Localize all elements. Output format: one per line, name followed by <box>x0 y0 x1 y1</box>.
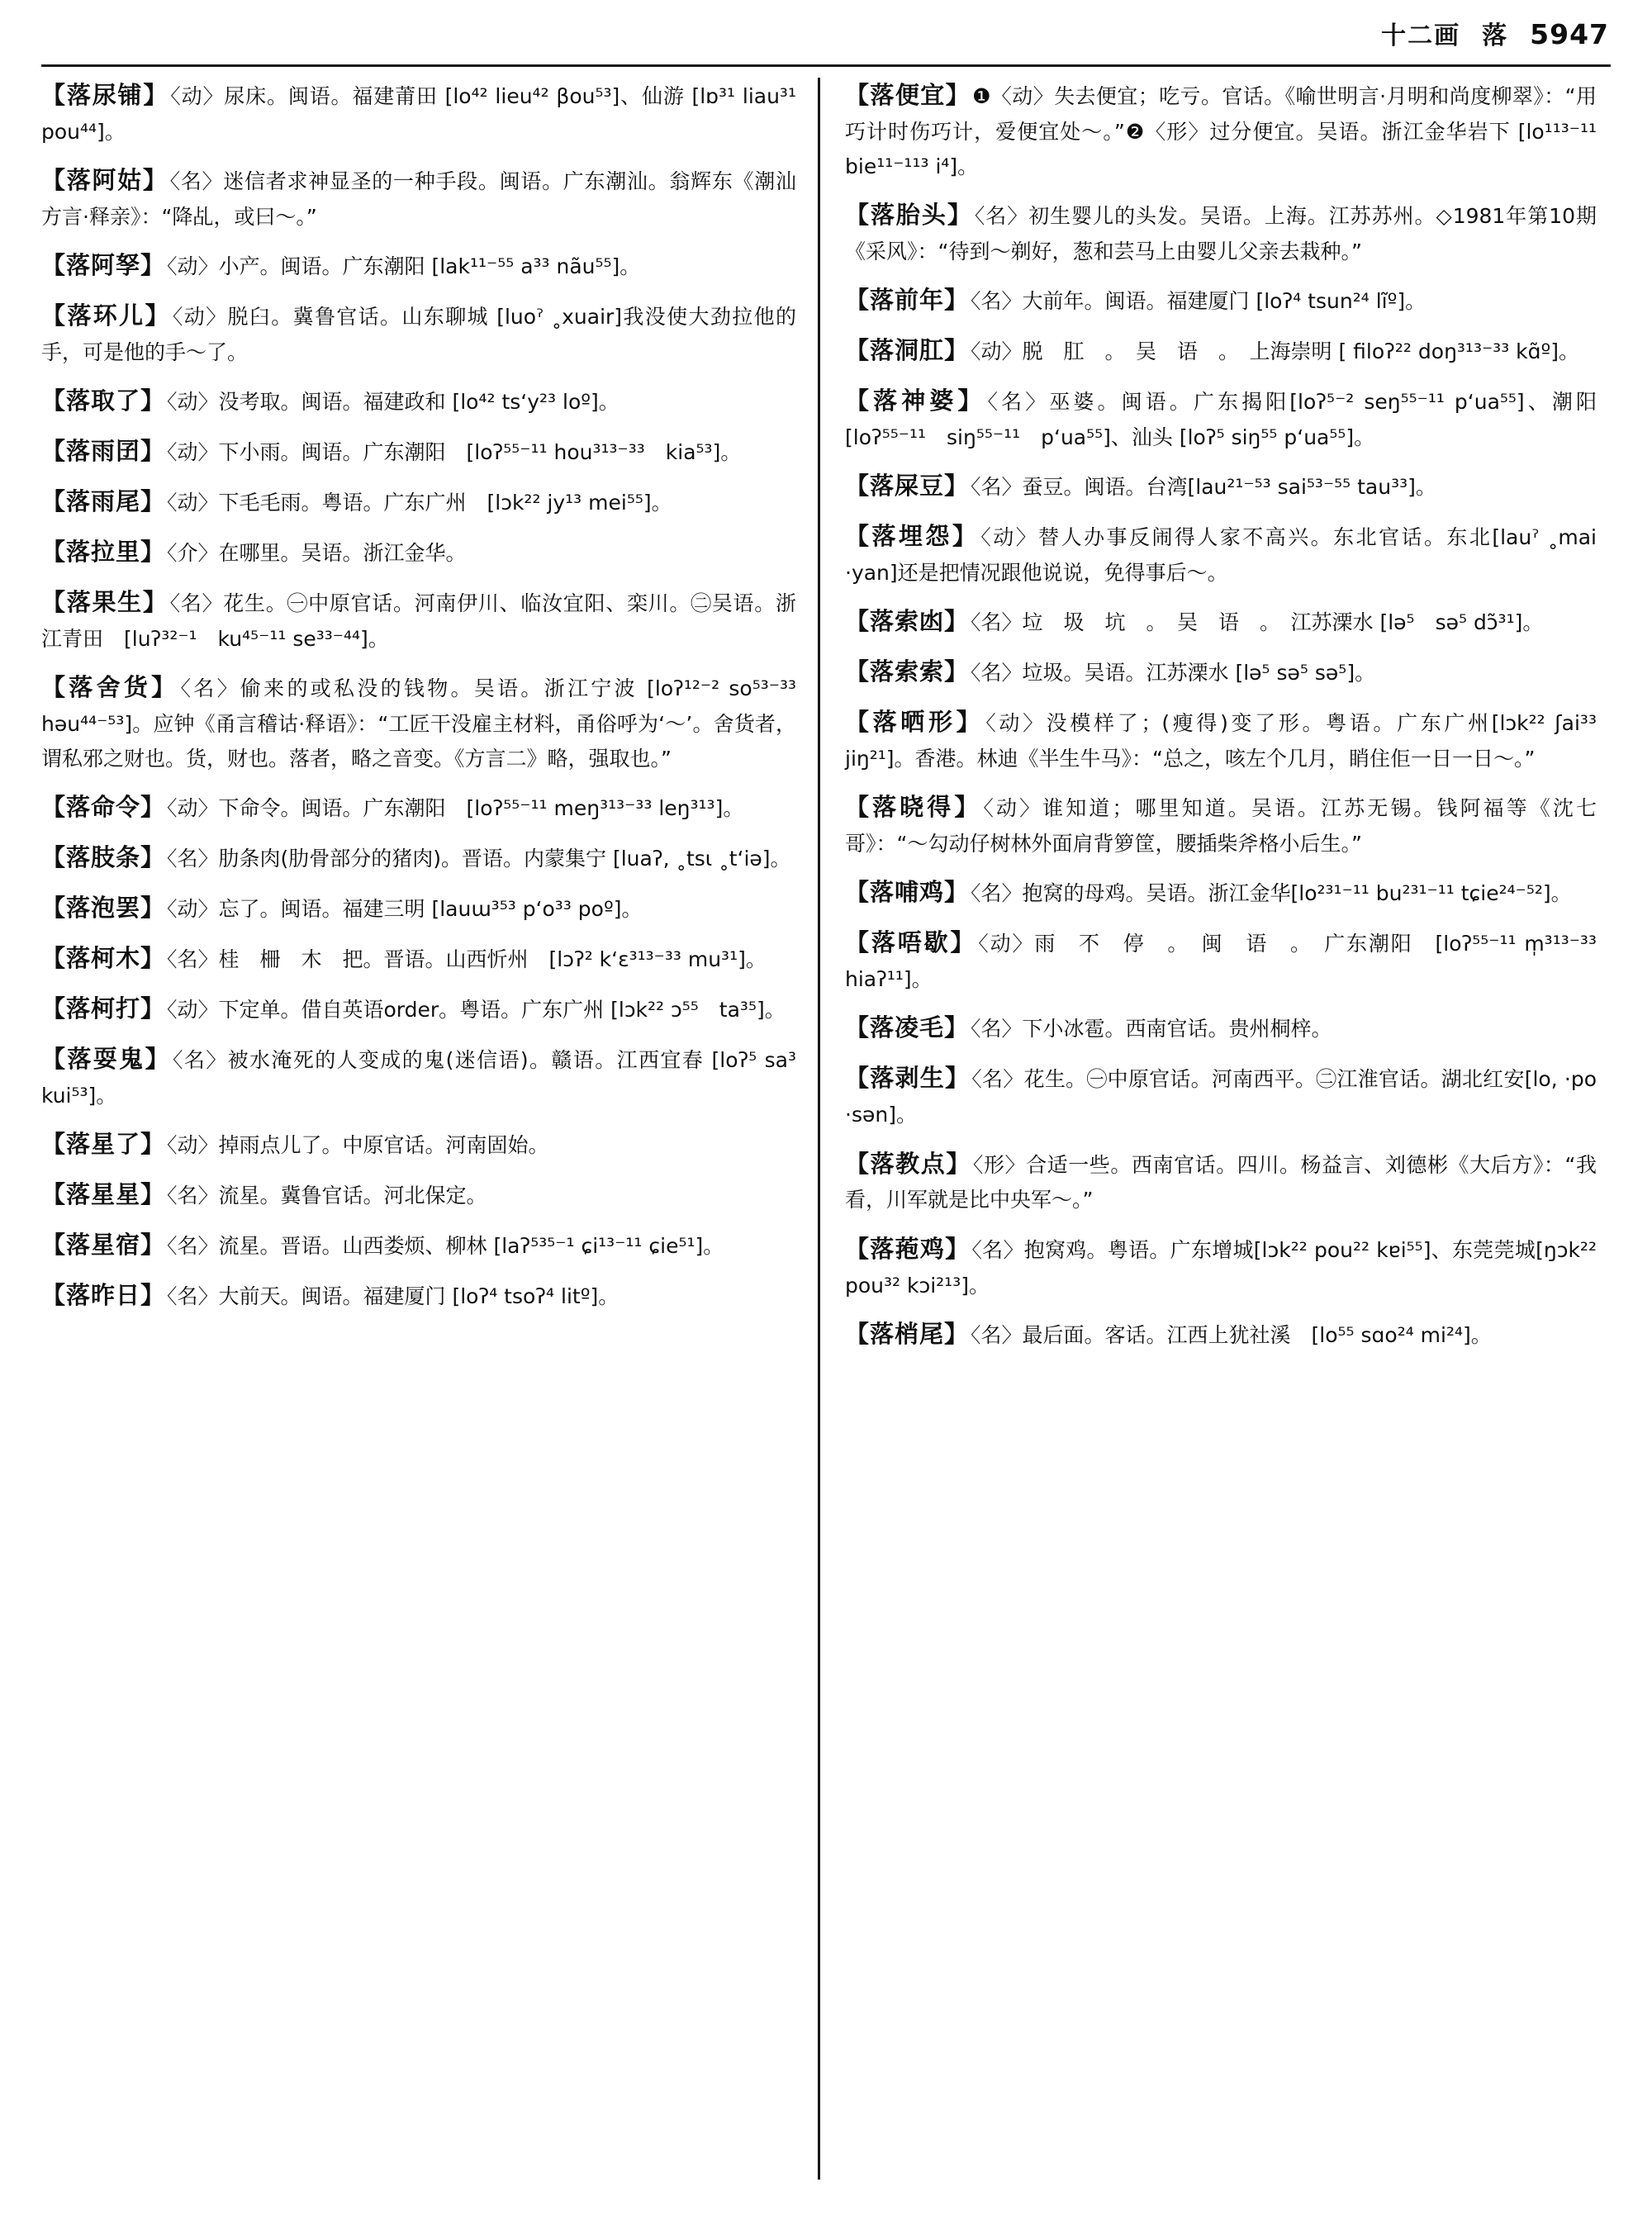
entry-headword: 【落唔歇】 <box>845 928 977 957</box>
dictionary-entry <box>845 331 1597 370</box>
header-stroke-count: 十二画 <box>1381 21 1461 50</box>
entry-headword: 【落柯打】 <box>41 994 166 1023</box>
entry-definition: 〈动〉小产。闽语。广东潮阳 [lak¹¹⁻⁵⁵ a³³ nãu⁵⁵]。 <box>167 254 641 279</box>
entry-definition: 〈名〉被水淹死的人变成的鬼(迷信语)。赣语。江西宜春 [loʔ⁵ sa³ kui⁵³]。 <box>41 1048 818 1108</box>
header-character: 落 <box>1482 21 1509 50</box>
entry-headword: 【落晒形】 <box>845 708 985 737</box>
entry-headword: 【落雨尾】 <box>41 487 166 516</box>
entry-definition: 〈名〉最后面。客话。江西上犹社溪 [lo⁵⁵ sɑo²⁴ mi²⁴]。 <box>971 1322 1492 1347</box>
page-number: 5947 <box>1530 18 1609 50</box>
entry-headword: 【落雨囝】 <box>41 437 166 466</box>
dictionary-entry <box>845 788 1597 861</box>
dictionary-entry <box>845 652 1597 691</box>
entry-headword: 【落星星】 <box>41 1180 166 1209</box>
dictionary-entry <box>845 1059 1597 1132</box>
entry-definition: 〈动〉雨 不 停 。 闽 语 。 广东潮阳 [loʔ⁵⁵⁻¹¹ m̩³¹³⁻³³ hiaʔ¹¹]。 <box>845 932 1597 992</box>
entry-definition: 〈动〉没模样了；(瘦得)变了形。粤语。广东广州[lɔk²² ʃai³³ jiŋ²¹]。香港。林迪《半生牛马》：“总之，咳左个几月，睄住佢一日一日～。” <box>845 711 1617 771</box>
dictionary-entry <box>41 161 796 235</box>
entry-headword: 【落索索】 <box>845 657 970 686</box>
entry-definition: 〈动〉下毛毛雨。粤语。广东广州 [lɔk²² jy¹³ mei⁵⁵]。 <box>167 491 672 515</box>
dictionary-entry <box>41 989 796 1028</box>
entry-definition: 〈名〉巫婆。闽语。广东揭阳[loʔ⁵⁻² seŋ⁵⁵⁻¹¹ pʻua⁵⁵]、潮阳 [loʔ⁵⁵⁻¹¹ siŋ⁵⁵⁻¹¹ pʻua⁵⁵]、汕头 [loʔ⁵ siŋ⁵⁵ pʻua⁵⁵]。 <box>845 390 1617 450</box>
entry-headword: 【落前年】 <box>845 286 970 315</box>
entry-definition: 〈名〉流星。冀鲁官话。河北保定。 <box>167 1184 487 1208</box>
entry-headword: 【落教点】 <box>845 1149 971 1178</box>
dictionary-entry <box>41 1226 796 1264</box>
entry-definition: 〈名〉花生。㊀中原官话。河南伊川、临汝宜阳、栾川。㊁吴语。浙江青田 [luʔ³²⁻¹ ku⁴⁵⁻¹¹ se³³⁻⁴⁴]。 <box>41 591 796 652</box>
entry-headword: 【落梢尾】 <box>845 1319 970 1348</box>
entry-definition: 〈名〉抱窝的母鸡。吴语。浙江金华[lo²³¹⁻¹¹ bu²³¹⁻¹¹ tɕie²⁴⁻⁵²]。 <box>971 881 1572 906</box>
entry-headword: 【落柯木】 <box>41 944 166 973</box>
entry-definition: 〈动〉脱臼。冀鲁官话。山东聊城 [luoˀ ˳xuair]我没使大劲拉他的手，可是他的手～了。 <box>41 305 796 365</box>
entry-definition: 〈动〉忘了。闽语。福建三明 [lauɯ³⁵³ pʻo³³ poº]。 <box>167 897 643 922</box>
dictionary-entry <box>845 923 1597 997</box>
entry-headword: 【落舍货】 <box>41 673 179 702</box>
entry-definition: 〈名〉垃圾。吴语。江苏溧水 [lə⁵ sə⁵ sə⁵]。 <box>971 661 1376 686</box>
dictionary-entry <box>41 1276 796 1315</box>
dictionary-entry <box>41 1040 818 1113</box>
entry-headword: 【落星了】 <box>41 1130 166 1159</box>
dictionary-entry <box>41 246 796 285</box>
entry-definition: 〈名〉迷信者求神显圣的一种手段。闽语。广东潮汕。翁辉东《潮汕方言·释亲》：“降乩，或曰～。” <box>41 169 796 230</box>
entry-headword: 【落果生】 <box>41 588 169 617</box>
entry-definition: 〈名〉偷来的或私没的钱物。吴语。浙江宁波 [loʔ¹²⁻² so⁵³⁻³³ həu⁴⁴⁻⁵³]。应钟《甬言稽诂·释语》：“工匠干没雇主材料，甬俗呼为‘～’。舍货者，谓私邪之财也。货，财也。落者，略之音变。《方言二》略，强取也。” <box>41 676 796 771</box>
dictionary-entry <box>845 703 1617 776</box>
dictionary-entry <box>41 583 796 657</box>
entry-definition: 〈动〉脱 肛 。 吴 语 。 上海崇明 [ filoʔ²² doŋ³¹³⁻³³ kɑ̃º]。 <box>971 339 1580 364</box>
entry-headword: 【落阿孥】 <box>41 251 166 280</box>
entry-definition: 〈名〉初生婴儿的头发。吴语。上海。江苏苏州。◇1981年第10期《采风》：“待到～剃好，葱和芸马上由婴儿父亲去栽种。” <box>845 204 1597 264</box>
entry-definition: 〈形〉合适一些。西南官话。四川。杨益言、刘德彬《大后方》：“我看，川军就是比中央军～。” <box>845 1152 1597 1212</box>
dictionary-entry <box>845 281 1597 320</box>
dictionary-entry <box>41 432 796 471</box>
dictionary-entry <box>41 482 796 521</box>
entry-headword: 【落命令】 <box>41 793 166 822</box>
entry-headword: 【落凌毛】 <box>845 1013 970 1042</box>
entry-headword: 【落便宜】 <box>845 81 971 109</box>
dictionary-entry <box>41 838 796 877</box>
entry-definition: 〈动〉谁知道；哪里知道。吴语。江苏无锡。钱阿福等《沈七哥》：“～勾动仔树林外面肩背箩筐，腰插柴斧格小后生。” <box>845 796 1597 856</box>
entry-definition: 〈名〉大前天。闽语。福建厦门 [loʔ⁴ tsoʔ⁴ litº]。 <box>167 1284 620 1309</box>
dictionary-entry <box>41 382 796 420</box>
entry-headword: 【落取了】 <box>41 387 166 415</box>
entry-definition: 〈名〉蚕豆。闽语。台湾[lau²¹⁻⁵³ sai⁵³⁻⁵⁵ tau³³]。 <box>971 475 1436 500</box>
dictionary-entry <box>845 873 1597 912</box>
text-columns <box>41 76 1617 2207</box>
dictionary-entry <box>845 1008 1597 1047</box>
entry-definition: 〈名〉垃 圾 坑 。 吴 语 。 江苏溧水 [lə⁵ sə⁵ dɔ̃³¹]。 <box>971 610 1544 635</box>
dictionary-entry <box>41 76 796 149</box>
entry-definition: 〈动〉下命令。闽语。广东潮阳 [loʔ⁵⁵⁻¹¹ meŋ³¹³⁻³³ leŋ³¹³]。 <box>167 796 744 821</box>
entry-definition: 〈动〉下小雨。闽语。广东潮阳 [loʔ⁵⁵⁻¹¹ hou³¹³⁻³³ kia⁵³]。 <box>167 440 742 465</box>
entry-definition: 〈名〉下小冰雹。西南官话。贵州桐梓。 <box>971 1017 1332 1041</box>
dictionary-entry <box>41 1175 796 1214</box>
entry-definition: 〈动〉没考取。闽语。福建政和 [lo⁴² tsʻy²³ loº]。 <box>167 390 620 415</box>
dictionary-entry <box>845 602 1597 641</box>
entry-definition: 〈介〉在哪里。吴语。浙江金华。 <box>167 541 467 566</box>
dictionary-entry <box>845 196 1597 269</box>
entry-headword: 【落阿姑】 <box>41 166 169 195</box>
entry-headword: 【落胎头】 <box>845 201 973 230</box>
dictionary-entry <box>845 1315 1597 1354</box>
entry-definition: 〈名〉流星。晋语。山西娄烦、柳林 [laʔ⁵³⁵⁻¹ ɕi¹³⁻¹¹ ɕie⁵¹]。 <box>167 1234 724 1259</box>
dictionary-entry <box>41 533 796 572</box>
entry-definition: 〈名〉肋条肉(肋骨部分的猪肉)。晋语。内蒙集宁 [luaʔ, ˳tsι ˳tʻiə]。 <box>167 847 791 871</box>
entry-headword: 【落泡罢】 <box>41 894 166 923</box>
dictionary-entry <box>41 297 796 370</box>
entry-definition: 〈名〉花生。㊀中原官话。河南西平。㊁江淮官话。湖北红安[lo, ·po ·sən]。 <box>845 1067 1597 1127</box>
entry-headword: 【落洞肛】 <box>845 336 970 365</box>
entry-definition: 〈名〉桂 柵 木 把。晋语。山西忻州 [lɔʔ² kʻɛ³¹³⁻³³ mu³¹]。 <box>167 947 767 972</box>
right-column <box>820 76 1617 2207</box>
entry-definition: 〈动〉替人办事反闹得人家不高兴。东北官话。东北[lauˀ ˳mai ·yan]还是把情况跟他说说，免得事后～。 <box>845 525 1597 586</box>
entry-definition: 〈动〉下定单。借自英语order。粤语。广东广州 [lɔk²² ɔ⁵⁵ ta³⁵]。 <box>167 998 786 1022</box>
dictionary-entry <box>845 517 1597 591</box>
dictionary-entry <box>41 889 796 928</box>
entry-definition: 〈名〉大前年。闽语。福建厦门 [loʔ⁴ tsun²⁴ lĩº]。 <box>971 289 1427 314</box>
entry-headword: 【落哺鸡】 <box>845 878 970 907</box>
entry-definition: 〈名〉抱窝鸡。粤语。广东增城[lɔk²² pou²² kɐi⁵⁵]、东莞莞城[ŋɔk²² pou³² kɔi²¹³]。 <box>845 1237 1597 1298</box>
entry-definition: 〈动〉掉雨点儿了。中原官话。河南固始。 <box>167 1133 549 1158</box>
entry-headword: 【落尿铺】 <box>41 81 169 109</box>
left-column <box>41 76 818 2207</box>
dictionary-entry <box>845 382 1617 455</box>
page-header <box>1381 15 1609 51</box>
entry-definition: ❶〈动〉失去便宜；吃亏。官话。《喻世明言·月明和尚度柳翠》：“用巧计时伤巧计，爱便宜处～。”❷〈形〉过分便宜。吴语。浙江金华岩下 [lo¹¹³⁻¹¹ bie¹¹⁻¹¹³ i⁴]。 <box>845 84 1597 179</box>
entry-headword: 【落昨日】 <box>41 1281 166 1310</box>
entry-headword: 【落索凼】 <box>845 607 970 636</box>
dictionary-entry <box>41 939 796 978</box>
dictionary-entry <box>845 1145 1597 1218</box>
header-rule <box>41 64 1611 67</box>
entry-headword: 【落环儿】 <box>41 301 171 330</box>
dictionary-entry <box>41 788 796 827</box>
entry-headword: 【落拉里】 <box>41 538 166 567</box>
dictionary-entry <box>41 1125 796 1164</box>
entry-headword: 【落星宿】 <box>41 1231 166 1260</box>
entry-headword: 【落肢条】 <box>41 843 166 872</box>
dictionary-entry <box>845 467 1597 505</box>
entry-headword: 【落屎豆】 <box>845 472 970 501</box>
entry-headword: 【落菢鸡】 <box>845 1234 971 1263</box>
entry-headword: 【落神婆】 <box>845 387 986 415</box>
entry-definition: 〈动〉尿床。闽语。福建莆田 [lo⁴² lieu⁴² βou⁵³]、仙游 [lɒ³¹ liau³¹ pou⁴⁴]。 <box>41 84 796 144</box>
entry-headword: 【落晓得】 <box>845 793 982 822</box>
dictionary-entry <box>845 1230 1597 1303</box>
dictionary-entry <box>845 76 1597 184</box>
dictionary-entry <box>41 668 796 776</box>
entry-headword: 【落剥生】 <box>845 1064 971 1093</box>
entry-headword: 【落耍鬼】 <box>41 1045 171 1074</box>
entry-headword: 【落埋怨】 <box>845 522 980 551</box>
